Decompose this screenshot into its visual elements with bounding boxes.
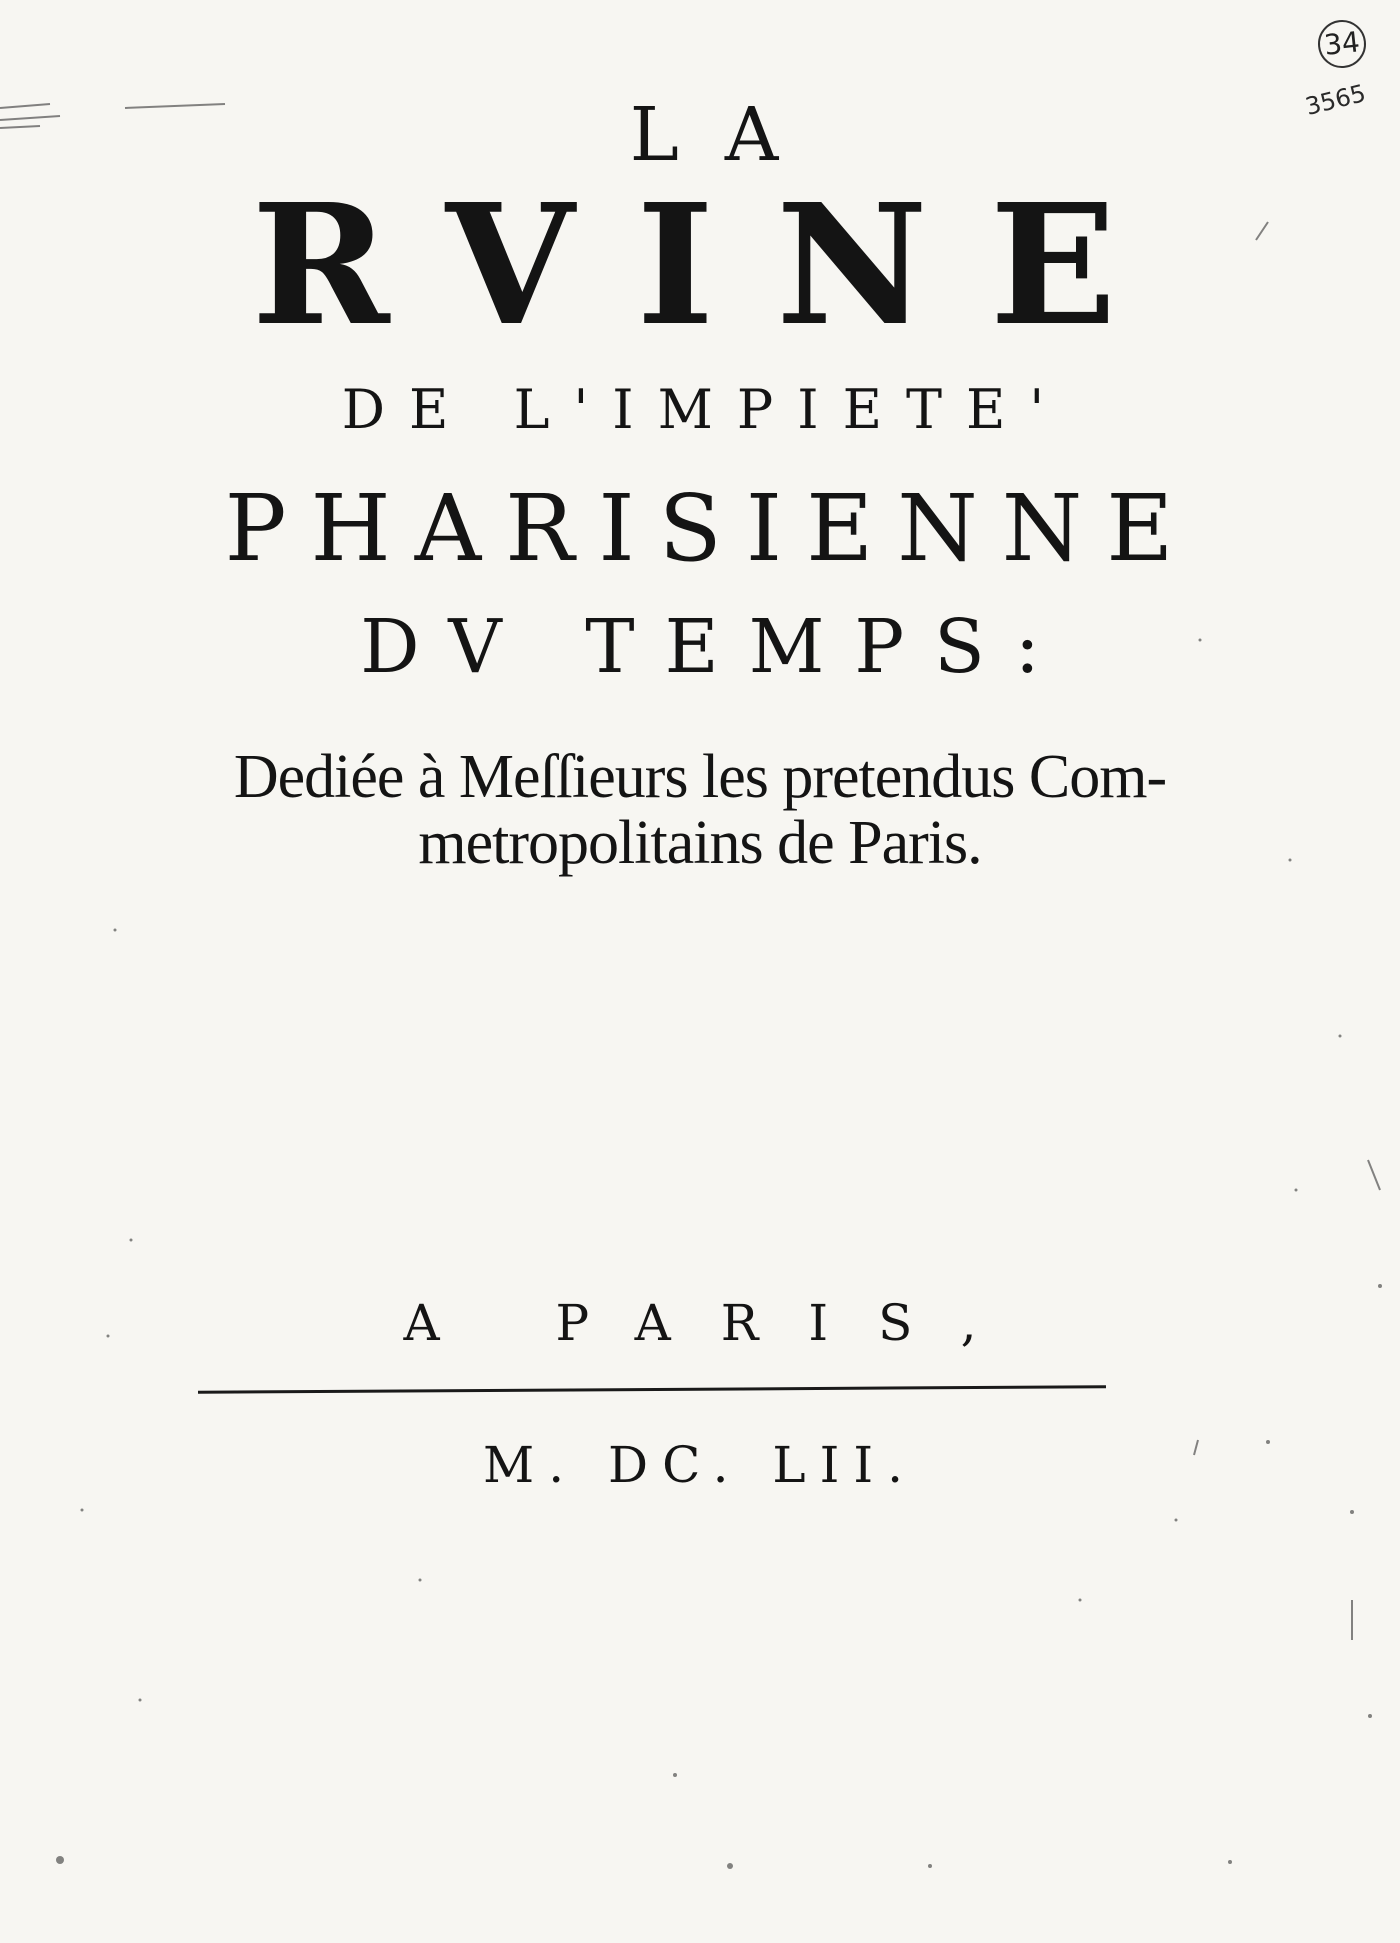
circled-annotation: 34: [1316, 18, 1369, 71]
divider-rule: [198, 1385, 1106, 1394]
dedication-line-2: metropolitains de Paris.: [418, 809, 982, 877]
title-main-word: RVINE: [251, 168, 1179, 363]
imprint-year: M. DC. LII.: [483, 1436, 917, 1494]
title-article: LA: [629, 92, 825, 178]
imprint-place: A PARIS,: [403, 1294, 1027, 1352]
title-line-du-temps: DV TEMPS:: [360, 604, 1070, 690]
shelf-number-annotation: 3565: [1302, 79, 1369, 121]
dedication-line-1: Dediée à Meſſieurs les pretendus Com-: [233, 743, 1167, 811]
title-line-pharisienne: PHARISIENNE: [224, 475, 1198, 582]
title-line-de-limpiete: DE L'IMPIETE': [341, 378, 1069, 441]
